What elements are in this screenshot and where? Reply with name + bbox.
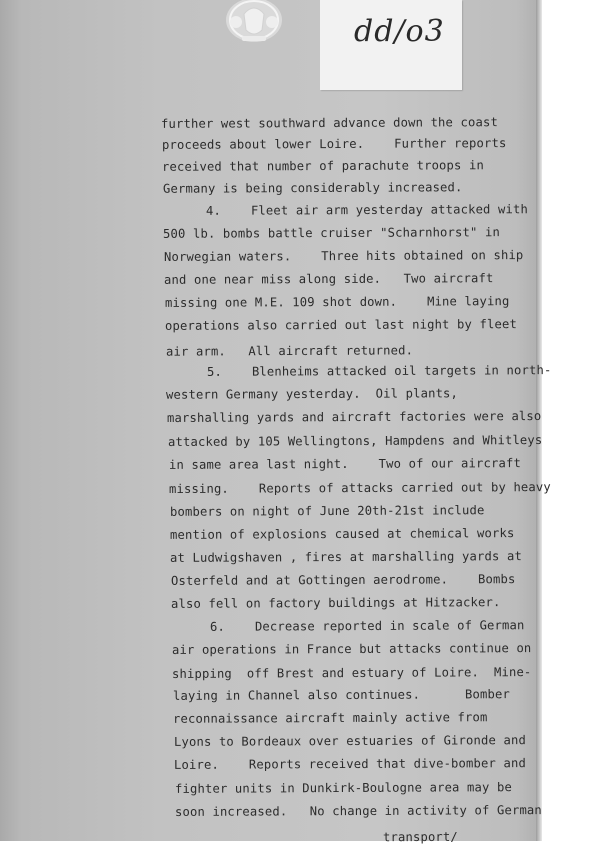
text-line: Osterfeld and at Gottingen aerodrome. Bombs <box>170 572 516 588</box>
text-line: fighter units in Dunkirk-Boulogne area may be <box>174 780 512 796</box>
text-line: marshalling yards and aircraft factories were also <box>166 409 542 425</box>
text-line: at Ludwigshaven , fires at marshalling yards at <box>169 549 522 565</box>
text-line: received that number of parachute troops in <box>161 158 485 174</box>
text-line: reconnaissance aircraft mainly active from <box>172 710 488 726</box>
text-line: proceeds about lower Loire. Further reports <box>161 136 507 152</box>
text-line: 6. Decrease reported in scale of German <box>209 618 525 634</box>
text-line: Lyons to Bordeaux over estuaries of Gironde and <box>173 733 526 749</box>
text-line: Norwegian waters. Three hits obtained on ship <box>163 248 524 264</box>
text-line: missing. Reports of attacks carried out by heavy <box>168 480 551 496</box>
text-line: 4. Fleet air arm yesterday attacked with <box>205 202 529 218</box>
text-line: mention of explosions caused at chemical works <box>169 526 515 542</box>
text-line: Germany is being considerably increased. <box>162 180 463 196</box>
catchword: transport/ <box>382 829 458 844</box>
text-line: soon increased. No change in activity of German <box>174 803 542 819</box>
text-line: Loire. Reports received that dive-bomber and <box>173 756 526 772</box>
text-line: laying in Channel also continues. Bomber <box>172 687 510 703</box>
text-line: further west southward advance down the coast <box>160 115 498 131</box>
text-line: air arm. All aircraft returned. <box>165 343 414 359</box>
text-line: operations also carried out last night by fleet <box>164 317 517 333</box>
text-line: bombers on night of June 20th-21st include <box>169 503 485 519</box>
text-line: missing one M.E. 109 shot down. Mine laying <box>164 294 510 310</box>
text-line: also fell on factory buildings at Hitzacker. <box>170 595 501 611</box>
text-line: 500 lb. bombs battle cruiser "Scharnhorst" in <box>162 225 500 241</box>
text-line: air operations in France but attacks continue on <box>171 641 532 657</box>
text-line: 5. Blenheims attacked oil targets in north- <box>206 363 552 379</box>
text-line: western Germany yesterday. Oil plants, <box>165 386 459 402</box>
text-line: and one near miss along side. Two aircraft <box>163 271 494 287</box>
reference-mark: dd/o3 <box>354 14 445 49</box>
text-line: attacked by 105 Wellingtons, Hampdens and Whitleys <box>167 433 543 449</box>
text-line: in same area last night. Two of our aircraft <box>168 456 521 472</box>
text-line: shipping off Brest and estuary of Loire. Mine- <box>171 665 532 681</box>
